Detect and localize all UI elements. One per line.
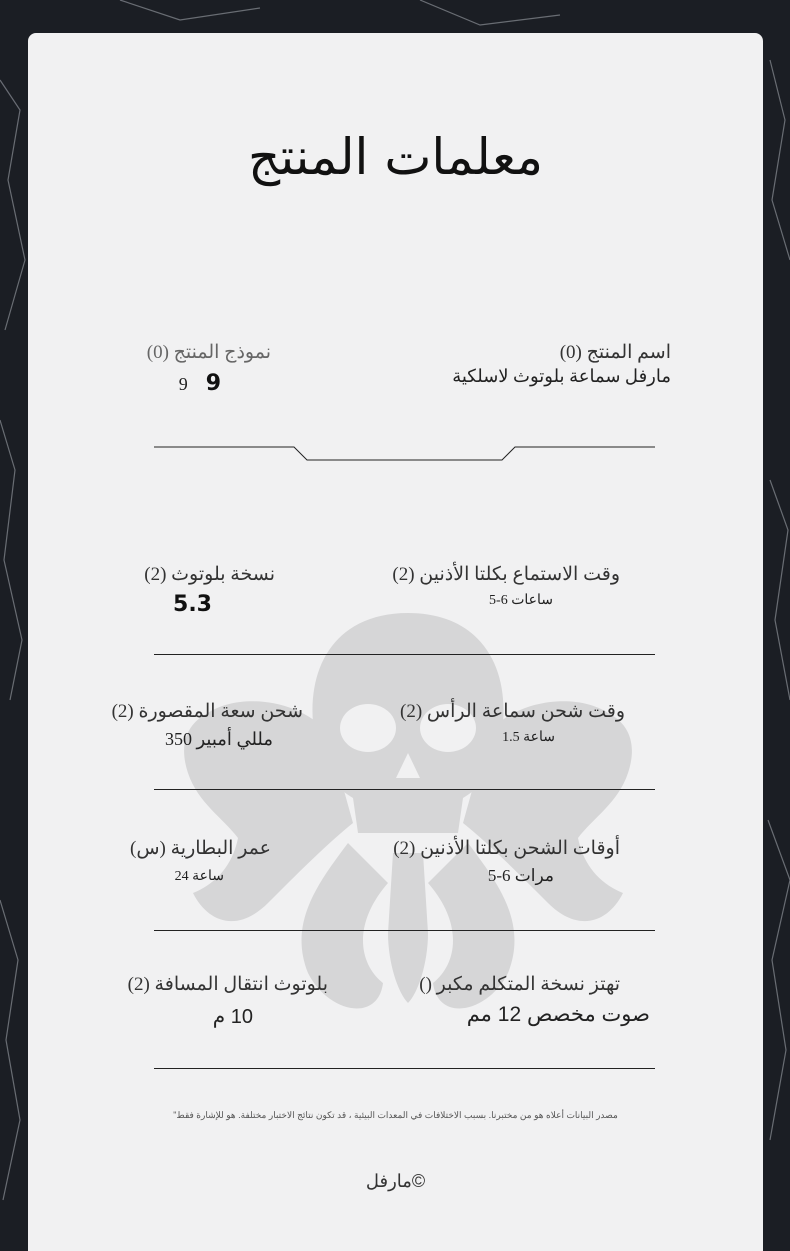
bluetooth-version-cell [144, 563, 275, 617]
product-model-value-big: 9 [205, 371, 222, 396]
page-title: معلمات المنتج [247, 128, 544, 186]
charge-cycles-value: مرات 6-5 [487, 866, 554, 885]
divider [154, 654, 655, 655]
product-name-value: مارفل سماعة بلوتوث لاسلكية [452, 366, 671, 386]
speaker-cell [419, 973, 650, 1027]
speaker-label: تهتز نسخة المتكلم مكبر () [419, 974, 620, 995]
product-model-cell [146, 341, 271, 396]
case-capacity-label: شحن سعة المقصورة (2) [111, 701, 303, 722]
bluetooth-version-label: نسخة بلوتوث (2) [144, 564, 275, 585]
headset-charge-time-cell [400, 700, 625, 746]
bluetooth-range-value: 10 م [212, 1006, 253, 1028]
product-name-label: اسم المنتج (0) [559, 342, 671, 363]
battery-life-value: ساعة 24 [174, 869, 224, 884]
headset-charge-time-value: ساعة 1.5 [502, 730, 555, 745]
divider [154, 1068, 655, 1069]
bluetooth-version-value: 5.3 [173, 592, 212, 617]
charge-cycles-cell [393, 837, 620, 886]
charge-cycles-label: أوقات الشحن بكلتا الأذنين (2) [393, 838, 620, 859]
divider [154, 789, 655, 790]
bluetooth-range-cell [128, 973, 328, 1029]
listening-time-label: وقت الاستماع بكلتا الأذنين (2) [392, 564, 620, 585]
speaker-value: صوت مخصص 12 مم [466, 1003, 650, 1026]
listening-time-cell [392, 563, 620, 609]
product-model-label: نموذج المنتج (0) [146, 342, 271, 363]
battery-life-cell [130, 837, 271, 885]
case-capacity-cell [112, 700, 303, 750]
brand-copyright: مارفل© [365, 1171, 426, 1191]
product-params-card [28, 33, 763, 1251]
battery-life-label: عمر البطارية (س) [130, 838, 271, 859]
bluetooth-range-label: بلوتوث انتقال المسافة (2) [127, 974, 328, 995]
case-capacity-value: مللي أمبير 350 [165, 729, 273, 749]
product-name-cell [452, 341, 671, 387]
product-model-value-small: 9 [178, 374, 188, 394]
disclaimer-note: مصدر البيانات أعلاه هو من مختبرنا. بسبب الاختلافات في المعدات البيئية ، قد تكون نتائج الاختبار مختلفة. هو للإشارة فقط" [173, 1110, 618, 1120]
listening-time-value: ساعات 6-5 [489, 593, 553, 608]
notched-divider [154, 445, 655, 465]
headset-charge-time-label: وقت شحن سماعة الرأس (2) [400, 701, 625, 722]
divider [154, 930, 655, 931]
